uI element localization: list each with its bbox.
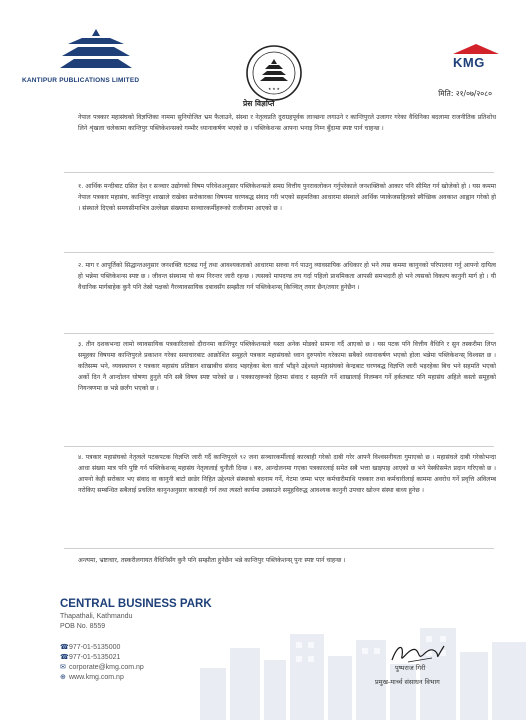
kmg-logo-mark <box>453 44 499 54</box>
contact-text: 977-01-5135000 <box>69 644 121 651</box>
footer-pob: POB No. 8559 <box>60 623 106 630</box>
section-divider <box>64 548 494 549</box>
phone-icon: ☎ <box>60 654 69 661</box>
point-1-paragraph: १. आर्थिक मन्दीबाट ग्रसित देश र सञ्चार उद्योगको विषम परिवेशअनुसार पब्लिकेशन्सले समग्र वित्तीय पुनरावलोकन गर्नुपरेकाले जनशक्तिको आकार पनि सीमित गर्न खोजेको हो । यस कममा नेपाल पत्रकार महासंघ, कान्तिपुर शाखाले राखेका सरोकारका विषयमा घरणबद्ध संवाद गरी भएको सहमतिका आधारमा संस्थाले आर्थिक प्याकेजसहितको स्वैच्छिक अवकाश आह्वान गरेको हो । संस्थाले दिएको समयसीमाभित्र उल्लेख्य संख्यामा सञ्चारकर्मीहरूको राजीनामा आएको छ । <box>78 183 496 212</box>
intro-paragraph: नेपाल पत्रकार महासंघको विज्ञप्तिका नाममा सुनियोजित भ्रम फैलाउने, संस्था र नेतृत्वप्रति दुराग्रहपूर्वक लाञ्छना लगाउने र कान्तिपुरले उजागर गरेका वैधिनिका बदलामा राजनीतिक प्रतिशोध लिने शृंखला चलेकामा कान्तिपुर पब्लिकेशन्सको गम्भीर ध्यानाकर्षण भएको छ । पब्लिकेशन्स आफ्ना भनाइ निम्न बुँदामा स्पष्ट पार्न चाहन्छ । <box>78 114 496 132</box>
brand-name: KANTIPUR PUBLICATIONS LIMITED <box>22 77 140 84</box>
contact-phone-1 <box>60 643 120 651</box>
contact-text: corporate@kmg.com.np <box>69 664 144 671</box>
point-3-paragraph: ३. तीन दशकभन्दा लामो व्यावसायिक पत्रकारिताको दौरानमा कान्तिपुर पब्लिकेशन्सले यस्ता अनेक मोडको सामना गर्दै आएको छ । यस पटक पनि वित्तीय वैधिनि र सुन तस्करीमा लिप्त समूहका विषयमा कान्तिपुरले प्रकाशन गरेका समाचारबाट आक्रोशित समूहले पत्रकार महासंघको ध्वान दुरुपयोग गरेकामा सबैको ध्यानाकर्षण भएको होला भन्नेमा पब्लिकेशन्स् विश्वस्त छ । कतिसम्म भने, व्यवस्थापन र पत्रकार महासंघ प्रतिष्ठान शाखाबीच संवाद भइरहेका बेला वार्ता भाँड्ने उद्देश्यले महासंघको केन्द्रबाट घरणबद्ध विज्ञप्ति जारी भइरहेका बिच भने सहमति भएको अर्को दिन नै आन्दोलन घोषणा हुनुले पनि सबै विषय स्पष्ट पारेको छ । पत्रकारहरूको हितमा संवाद र सहमति गर्ने शाखालाई निलम्बन गर्ने हर्कतबाट पनि महासंघ अहिले कस्तो समूहको नियन्त्रणमा छ भन्ने छर्लंग भएको छ । <box>78 341 496 392</box>
contact-text: 977-01-5135021 <box>69 654 121 661</box>
kantipur-logo <box>60 28 132 74</box>
contact-email <box>60 663 144 671</box>
contact-phone-2 <box>60 653 120 661</box>
kmg-logo <box>453 44 499 70</box>
footer-title: CENTRAL BUSINESS PARK <box>60 598 212 610</box>
signatory-name: पुष्पराज गिरी <box>395 664 426 672</box>
document-title: प्रेस विज्ञप्ति <box>243 99 275 108</box>
section-divider <box>64 252 494 253</box>
contact-text: www.kmg.com.np <box>69 674 124 681</box>
point-2-paragraph: २. माग र आपूर्तिको सिद्धान्तअनुसार जनशक्ति घटबढ गर्नु तथा आवश्यकताको आधारमा सरुवा गर्न पाउनु व्यावसायिक अधिकार हो भने त्यस कममा कानुनको परिपालना गर्नु आफ्नो दायित्व हो भन्नेमा पब्लिकेशन्स स्पष्ट छ । जीवन्त संस्थामा यो कम निरन्तर जारी रहन्छ । त्यसको मापदण्ड तय गर्दा पहिलो प्राथमिकता आपसी समभदारी हो भने त्यसको विकल्प कानुनी मार्ग हो । यी वैधानिक मार्गबाहेक कुनै पनि तेस्रो पक्षको गैरव्यावसायिक दबावसँग सम्झौता गर्न पब्लिकेशन्स् किञ्चित् तयार छैन/तयार हुनेछैन । <box>78 262 496 291</box>
closing-paragraph: अन्त्यमा, भ्रष्टाचार, तस्करीलगायत वैधिनिसँग कुनै पनि सम्झौता हुनेछैन भन्ने कान्तिपुर पब्लिकेशन्स् पुनः स्पष्ट पार्न चाहन्छ । <box>78 557 346 564</box>
signatory-role: प्रमुख-मार्च्च संसाधन विभाग <box>375 678 440 686</box>
kantipur-seal-stamp <box>245 44 303 102</box>
document-date: मिति: २१/०७/२०८० <box>438 89 492 98</box>
globe-icon: ⊕ <box>60 674 66 681</box>
building-skyline-graphic <box>180 598 526 720</box>
kmg-logo-text: KMG <box>453 55 485 70</box>
contact-website <box>60 673 124 681</box>
phone-icon: ☎ <box>60 644 69 651</box>
svg-text:★ ★ ★: ★ ★ ★ <box>268 87 280 91</box>
section-divider <box>64 333 494 334</box>
point-4-paragraph: ४. पत्रकार महासंघको नेतृत्वले पटकपटक विज्ञप्ति जारी गर्दै कान्तिपुरले ९२ जना सञ्चारकर्मीलाई कारबाही गरेको दाबी गरेर आफ्नै विश्वसनीयता गुमाएको छ । महासंघले दाबी गरेकोभन्दा आधा संख्या मात्र पनि पुष्टि गर्न पब्लिकेशन्स् महासंघ नेतृत्वलाई चुनौती दिन्छ । बरु, आन्दोलनमा गएका पत्रकारलाई समेत सबै भत्ता खाइपाइ आएको छ भने पेस्कीसमेत प्रदान गरिएको छ । आफ्नो केही सरोकार भए संवाद वा कानुनी बाटो छाडेर निहित उद्देश्यले संस्थाको बदनाम गर्ने, गेटमा जम्मा भएर कर्मचारीमाथि पत्रकार तथा कर्मचारीलाई काममा अवरोध गर्ने प्रवृत्ति अविलम्ब नरोकिए सम्बन्धित सबैलाई प्रचलित कानुनअनुसार कारबाही गर्न तथा त्यस्तो कार्यमा उक्साउने समूहविरुद्ध आवश्यक कानुनी उपचार खोज्न संस्था बाध्य हुनेछ । <box>78 454 496 494</box>
email-icon: ✉ <box>60 664 66 671</box>
section-divider <box>64 172 494 173</box>
section-divider <box>64 446 494 447</box>
footer-address: Thapathali, Kathmandu <box>60 613 133 620</box>
